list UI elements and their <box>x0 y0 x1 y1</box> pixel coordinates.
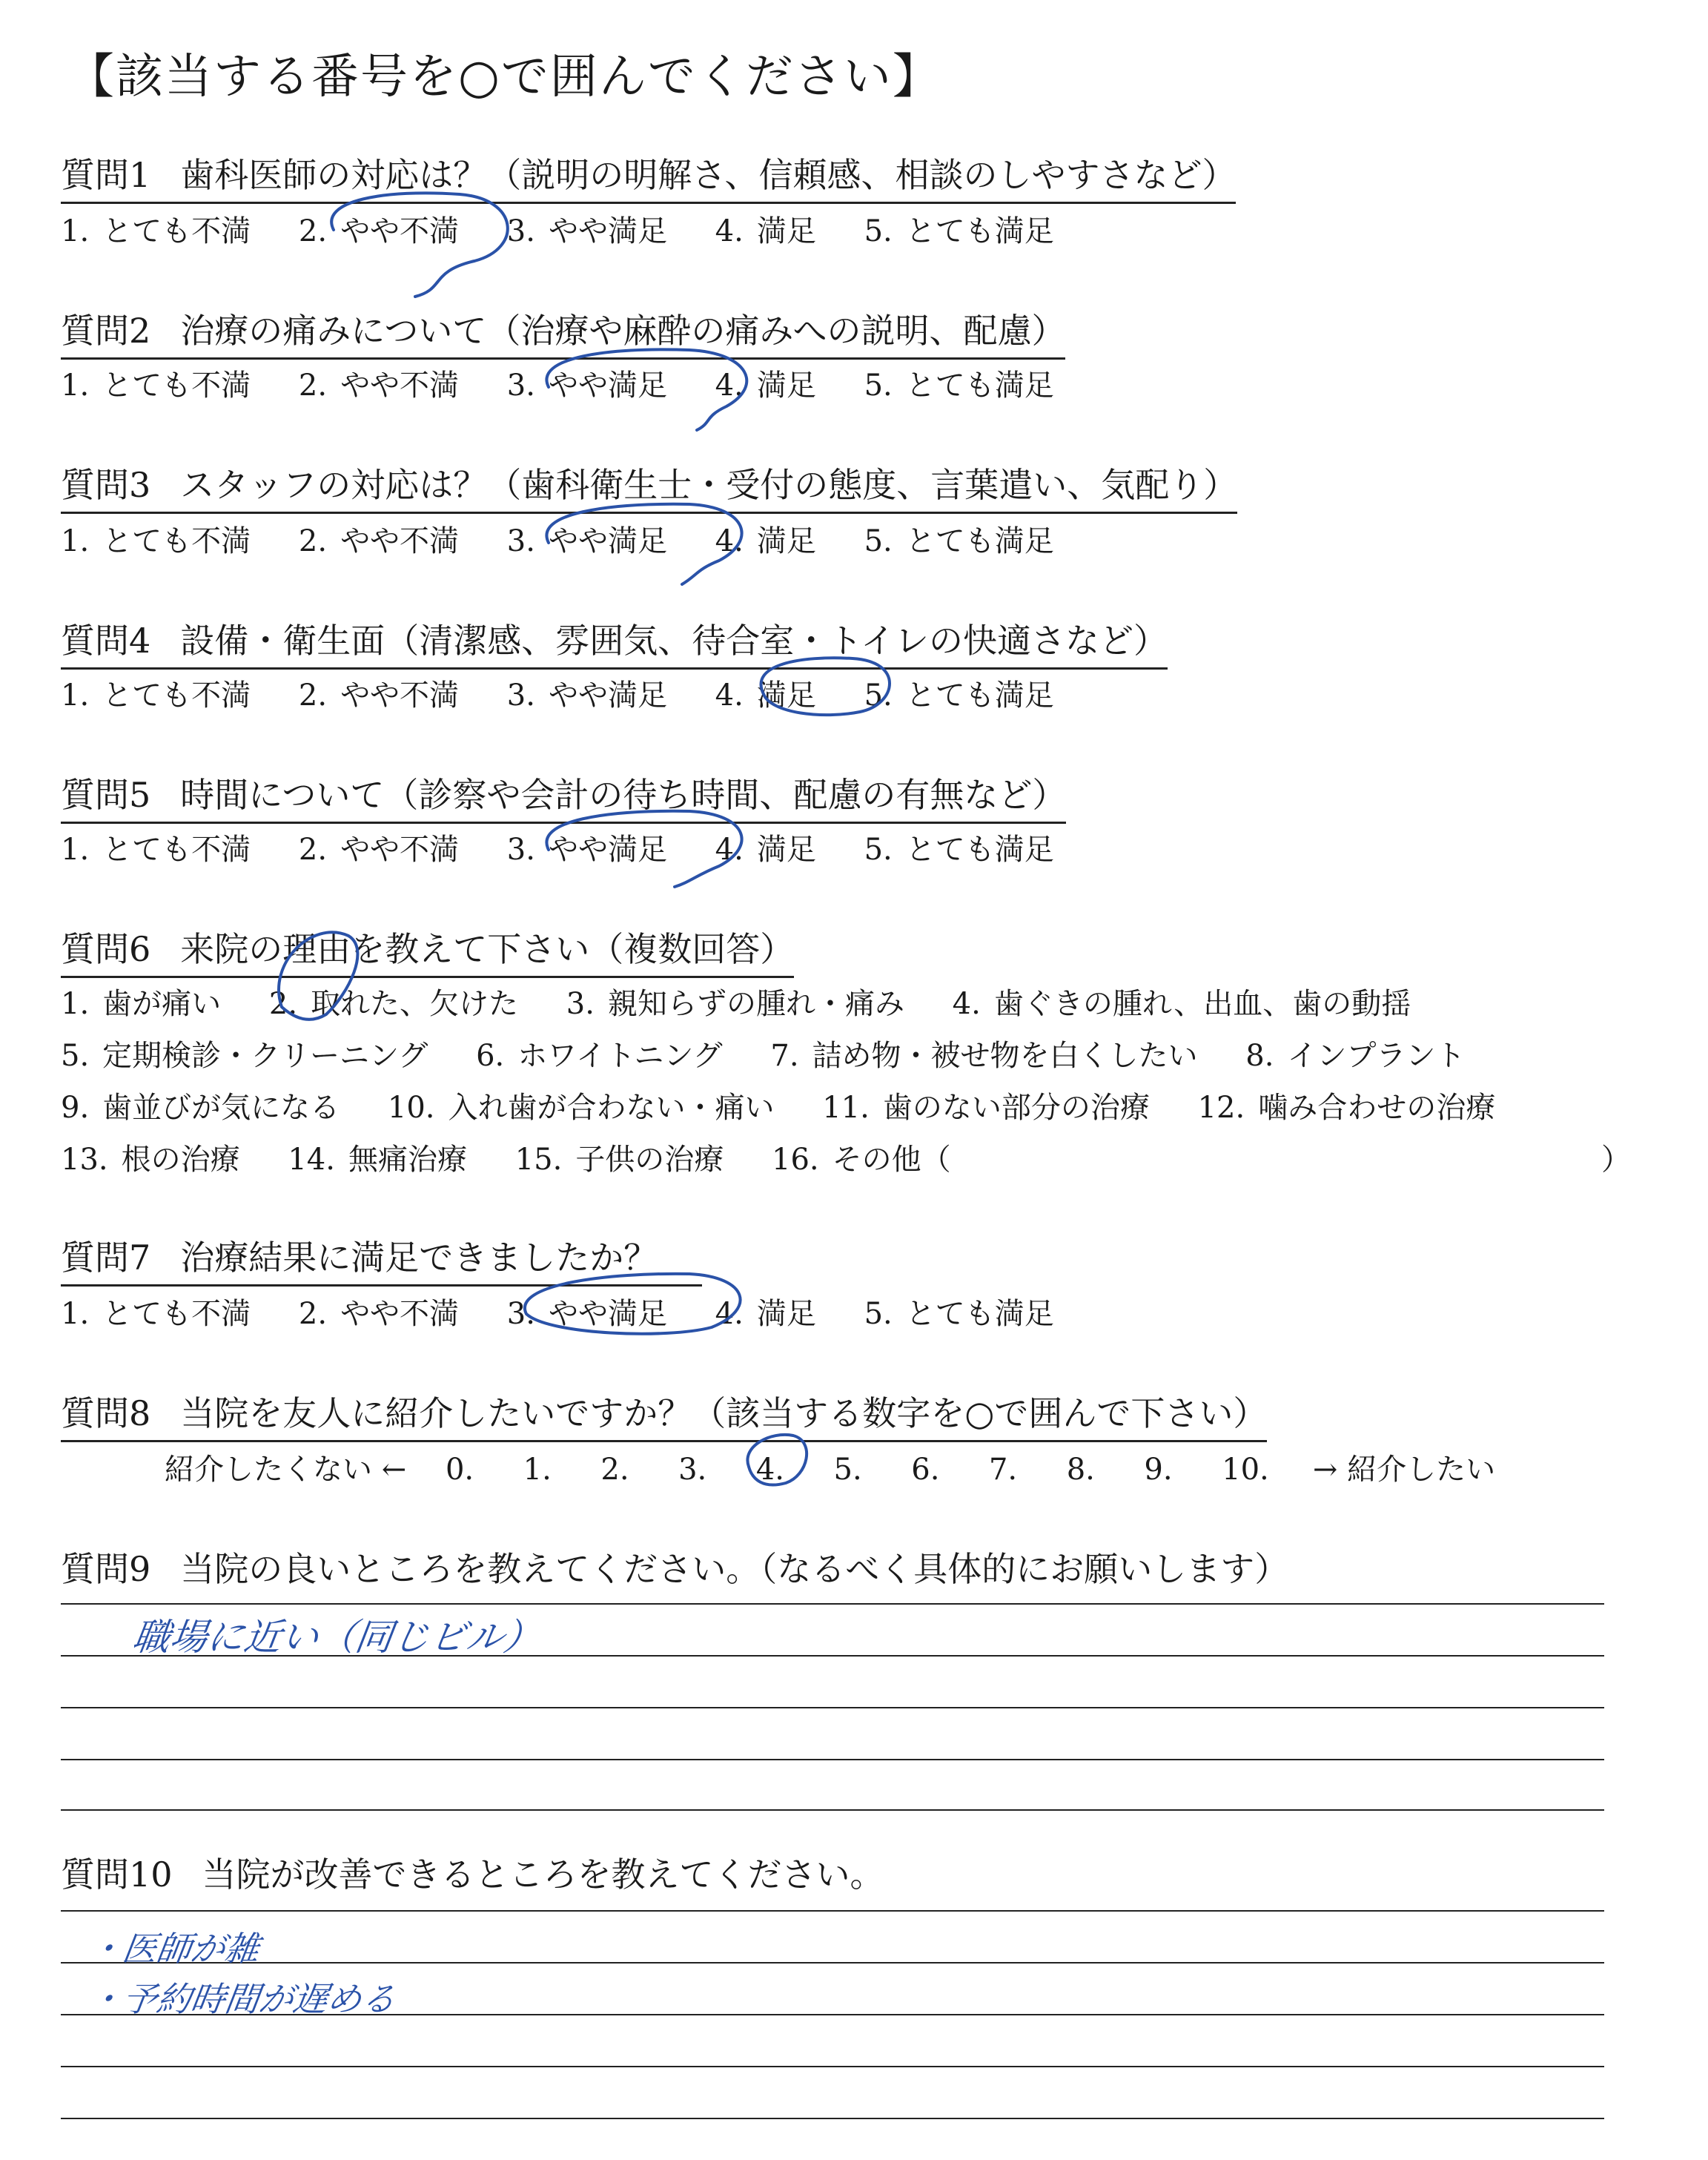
answer-line <box>61 1910 1604 1912</box>
question-6: 質問6 来院の理由を教えて下さい（複数回答） <box>61 922 794 978</box>
reason-row-1[interactable]: 1. 歯が痛い 2. 取れた、欠けた 3. 親知らずの腫れ・痛み 4. 歯ぐきの腫れ、出血、歯の動揺 <box>61 987 1411 1021</box>
reason-row-3[interactable]: 9. 歯並びが気になる 10. 入れ歯が合わない・痛い 11. 歯のない部分の治療 12. 噛み合わせの治療 <box>61 1091 1496 1125</box>
question-7: 質問7 治療結果に満足できましたか？ <box>61 1231 702 1287</box>
answer-line <box>61 1603 1604 1605</box>
reason-other-close: ） <box>1601 1143 1631 1177</box>
page-heading: 【該当する番号を○で囲んでください】 <box>67 50 941 105</box>
rating-option-2: 2. やや不満 <box>298 214 460 248</box>
question-4-options[interactable]: 1. とても不満 2. やや不満 3. やや満足 4. 満足 5. とても満足 <box>61 678 1054 713</box>
question-2-options[interactable]: 1. とても不満 2. やや不満 3. やや満足 4. 満足 5. とても満足 <box>61 369 1054 403</box>
answer-line <box>61 1809 1604 1811</box>
question-7-options[interactable]: 1. とても不満 2. やや不満 3. やや満足 4. 満足 5. とても満足 <box>61 1297 1054 1331</box>
rating-option-4: 4. 満足 <box>715 214 816 248</box>
question-4: 質問4 設備・衛生面（清潔感、雰囲気、待合室・トイレの快適さなど） <box>61 614 1168 670</box>
question-10: 質問10 当院が改善できるところを教えてください。 <box>61 1855 884 1895</box>
q10-handwritten-answer-2: ・予約時間が遅める <box>85 1979 399 2019</box>
question-1: 質問1 歯科医師の対応は？（説明の明解さ、信頼感、相談のしやすさなど） <box>61 148 1236 204</box>
question-9: 質問9 当院の良いところを教えてください。（なるべく具体的にお願いします） <box>61 1549 1289 1589</box>
answer-line <box>61 1707 1604 1708</box>
rating-option-5: 5. とても満足 <box>864 214 1054 248</box>
question-5: 質問5 時間について（診察や会計の待ち時間、配慮の有無など） <box>61 768 1066 824</box>
scale-right-label: → 紹介したい <box>1312 1453 1496 1487</box>
answer-line <box>61 2118 1604 2119</box>
q10-handwritten-answer-1: ・医師が雑 <box>85 1929 262 1969</box>
question-3: 質問3 スタッフの対応は？（歯科衛生士・受付の態度、言葉遣い、気配り） <box>61 458 1237 514</box>
q9-handwritten-answer: 職場に近い（同じビル） <box>130 1616 544 1659</box>
answer-line <box>61 1759 1604 1760</box>
recommend-scale[interactable]: 紹介したくない ← 0. 1. 2. 3. 4. 5. 6. 7. 8. 9. 10. → 紹介したい <box>165 1446 1495 1488</box>
reason-row-2[interactable]: 5. 定期検診・クリーニング 6. ホワイトニング 7. 詰め物・被せ物を白くしたい 8. インプラント <box>61 1039 1466 1073</box>
question-5-options[interactable]: 1. とても不満 2. やや不満 3. やや満足 4. 満足 5. とても満足 <box>61 833 1054 867</box>
question-8: 質問8 当院を友人に紹介したいですか？（該当する数字を○で囲んで下さい） <box>61 1387 1267 1442</box>
question-1-options[interactable] <box>61 208 1093 250</box>
question-3-options[interactable]: 1. とても不満 2. やや不満 3. やや満足 4. 満足 5. とても満足 <box>61 524 1054 558</box>
answer-line <box>61 2066 1604 2067</box>
question-2: 質問2 治療の痛みについて（治療や麻酔の痛みへの説明、配慮） <box>61 304 1065 360</box>
rating-option-3: 3. やや満足 <box>506 214 667 248</box>
rating-option-1: 1. とても不満 <box>61 214 251 248</box>
answer-line <box>61 1962 1604 1964</box>
reason-row-4[interactable]: 13. 根の治療 14. 無痛治療 15. 子供の治療 16. その他（ <box>61 1143 951 1177</box>
scale-left-label: 紹介したくない ← <box>165 1453 407 1487</box>
